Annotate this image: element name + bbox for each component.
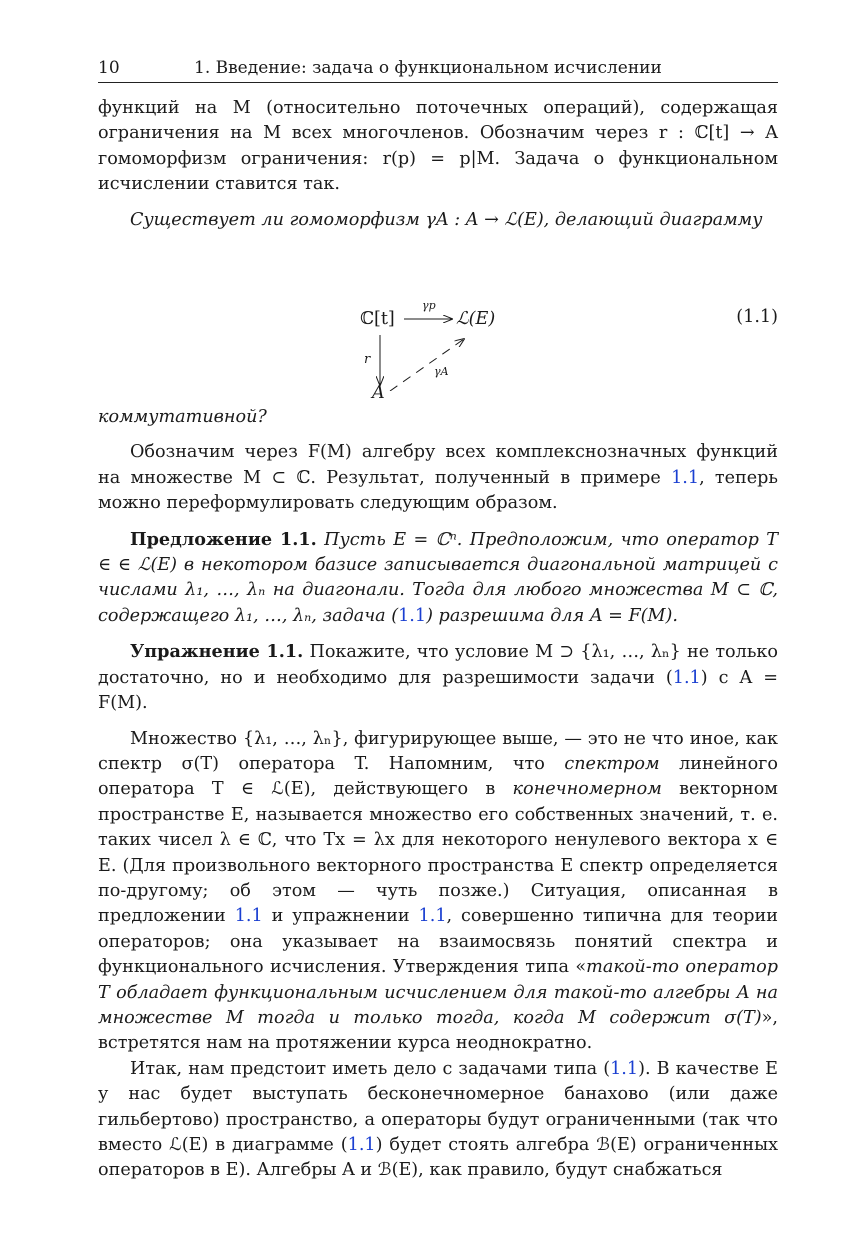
paragraph-3-text-e: , совершенно типична для теории операторов; она указывает на взаимосвязь понятий спектра и функционального исчисления. Утверждения типа « <box>98 906 778 978</box>
term-spectrum: спектром <box>564 753 660 774</box>
paragraph-4-text-a: Итак, нам предстоит иметь дело с задачами типа ( <box>130 1058 611 1079</box>
paragraph-3-text-f: », встретятся нам на протяжении курса неоднократно. <box>98 1007 778 1054</box>
node-algebra: A <box>372 383 385 404</box>
paragraph-1: функций на M (относительно поточечных операций), содержащая ограничения на M всех многочленов. Обозначим через r : ℂ[t] → A гомоморфизм ограничения: r(p) = p|M. Задача о функциональном исчислении ставится так. <box>98 98 778 195</box>
question-end: коммутативной? <box>98 407 267 428</box>
equation-number: (1.1) <box>736 307 778 328</box>
link-proposition-1-1[interactable]: 1.1 <box>234 906 263 927</box>
paragraph-4-text-c: ) будет стоять алгебра ℬ(E) ограниченных операторов в E). Алгебры A и ℬ(E), как правило, будут снабжаться <box>98 1135 778 1181</box>
exercise-text-a: Покажите, что условие M ⊃ {λ₁, …, λₙ} не только достаточно, но и необходимо для разрешимости задачи ( <box>98 642 778 688</box>
paragraph-2-text-a: Обозначим через F(M) алгебру всех комплекснозначных функций на множестве M ⊂ ℂ. Результат, полученный в примере <box>98 442 778 488</box>
link-eq-1-1-prop[interactable]: 1.1 <box>398 605 427 626</box>
node-operators: ℒ(E) <box>456 309 496 330</box>
label-r: r <box>364 352 371 368</box>
page-number: 10 <box>98 58 120 78</box>
running-header <box>98 58 778 83</box>
link-example-1-1[interactable]: 1.1 <box>671 467 700 488</box>
link-eq-1-1-ex[interactable]: 1.1 <box>672 667 701 688</box>
proposition-text-a: Пусть E = ℂⁿ. Предположим, что оператор T ∈ ∈ ℒ(E) в некотором базисе записывается диагональной матрицей с числами λ₁, …, λₙ на диагонали. Тогда для любого множества M ⊂ ℂ, содержащего λ₁, …, λₙ, задача ( <box>98 529 778 626</box>
page-body <box>98 96 778 1184</box>
link-eq-1-1-p4b[interactable]: 1.1 <box>347 1135 376 1155</box>
paragraph-3-text-a: Множество {λ₁, …, λₙ}, фигурирующее выше, — это не что иное, как спектр σ(T) оператора T. Напомним, что <box>98 728 778 774</box>
node-polynomials: ℂ[t] <box>360 309 395 330</box>
exercise-text-b: ) с A = F(M). <box>98 667 778 714</box>
link-eq-1-1-p4a[interactable]: 1.1 <box>610 1058 639 1079</box>
paragraph-3-text-d: и упражнении <box>262 906 419 927</box>
paragraph-3-text-b: линейного оператора T ∈ ℒ(E), действующего в <box>98 753 778 800</box>
proposition-1-1 <box>98 527 778 630</box>
paragraph-4-text-b: ). В качестве E у нас будет выступать бесконечномерное банахово (или даже гильбертово) пространство, а операторы будут ограниченными (так что вместо ℒ(E) в диаграмме ( <box>98 1058 778 1155</box>
commutative-diagram <box>98 239 778 404</box>
paragraph-3 <box>98 727 778 1057</box>
label-gamma-p: γp <box>422 299 436 313</box>
exercise-label: Упражнение 1.1. <box>130 641 304 663</box>
proposition-text-b: ) разрешима для A = F(M). <box>426 605 679 626</box>
paragraph-4 <box>98 1057 778 1184</box>
term-finite-dimensional: конечномерном <box>512 779 662 800</box>
paragraph-2-text-b: , теперь можно переформулировать следующим образом. <box>98 467 779 514</box>
exercise-1-1 <box>98 639 778 716</box>
arrow-gamma-a <box>390 339 464 391</box>
label-gamma-a: γA <box>434 365 449 379</box>
paragraph-2 <box>98 440 778 516</box>
proposition-label: Предложение 1.1. <box>130 528 317 550</box>
running-title: 1. Введение: задача о функциональном исчислении <box>194 58 662 78</box>
link-exercise-1-1[interactable]: 1.1 <box>418 906 447 927</box>
paragraph-3-text-c: векторном пространстве E, называется множество его собственных значений, т. е. таких чисел λ ∈ ℂ, что Tx = λx для некоторого ненулевого вектора x ∈ E. (Для произвольного векторного пространства E спектр определяется по-другому; об этом — чуть позже.) Ситуация, описанная в предложении <box>98 779 778 927</box>
question-paragraph: Существует ли гомоморфизм γA : A → ℒ(E), делающий диаграмму <box>130 209 763 230</box>
quoted-statement: такой-то оператор T обладает функциональным исчислением для такой-то алгебры A на множестве M тогда и только тогда, когда M содержит σ(T) <box>98 957 779 1028</box>
